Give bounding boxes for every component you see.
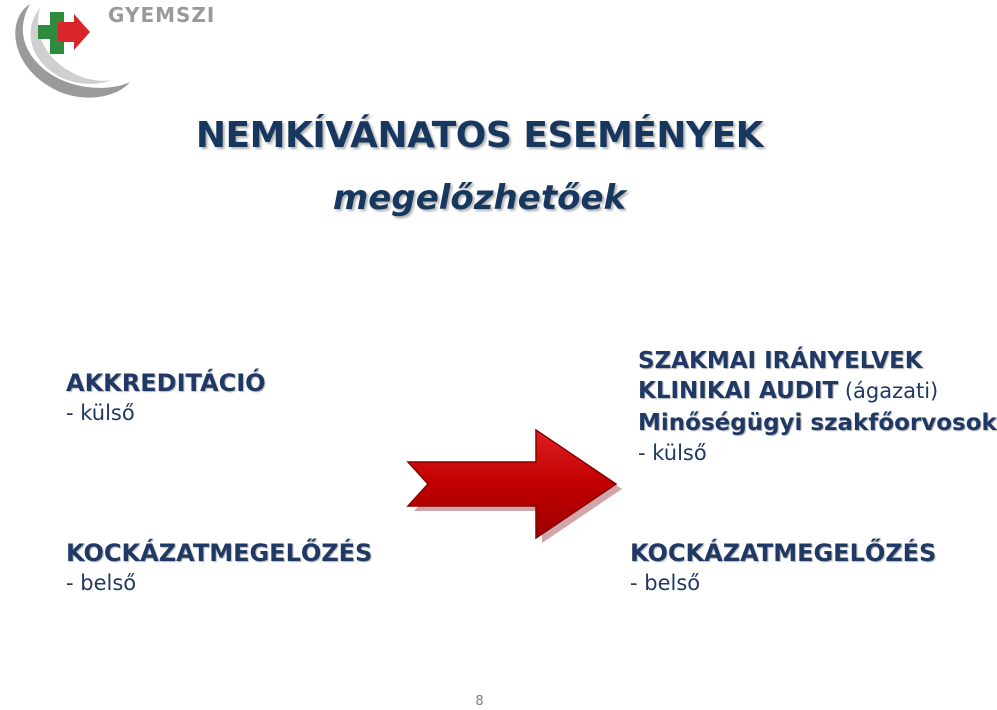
guidelines-block: [638, 346, 997, 468]
risk-prevention-left-note: - belső: [66, 571, 137, 595]
logo-text: GYEMSZI: [108, 3, 216, 27]
quality-officers-label: Minőségügyi szakfőorvosok: [638, 410, 997, 436]
guidelines-label: SZAKMAI IRÁNYELVEK: [638, 348, 923, 374]
risk-prevention-right-label: KOCKÁZATMEGELŐZÉS: [630, 539, 937, 567]
page-number: 8: [475, 694, 484, 709]
risk-prevention-left-block: [66, 538, 372, 598]
audit-qualifier: (ágazati): [838, 379, 939, 403]
right-arrow-icon: [400, 428, 625, 547]
guidelines-note: - külső: [638, 441, 707, 465]
risk-prevention-right-block: [630, 538, 936, 598]
risk-prevention-right-note: - belső: [630, 571, 701, 595]
gyemszi-logo: [0, 0, 250, 100]
audit-line: [638, 376, 997, 408]
page-subtitle: megelőzhetőek: [332, 178, 627, 218]
audit-label: KLINIKAI AUDIT: [638, 378, 839, 404]
page-title: NEMKÍVÁNATOS ESEMÉNYEK: [195, 115, 764, 156]
accreditation-block: [66, 368, 266, 428]
accreditation-note: - külső: [66, 401, 135, 425]
risk-prevention-left-label: KOCKÁZATMEGELŐZÉS: [66, 539, 373, 567]
accreditation-label: AKKREDITÁCIÓ: [66, 369, 266, 397]
